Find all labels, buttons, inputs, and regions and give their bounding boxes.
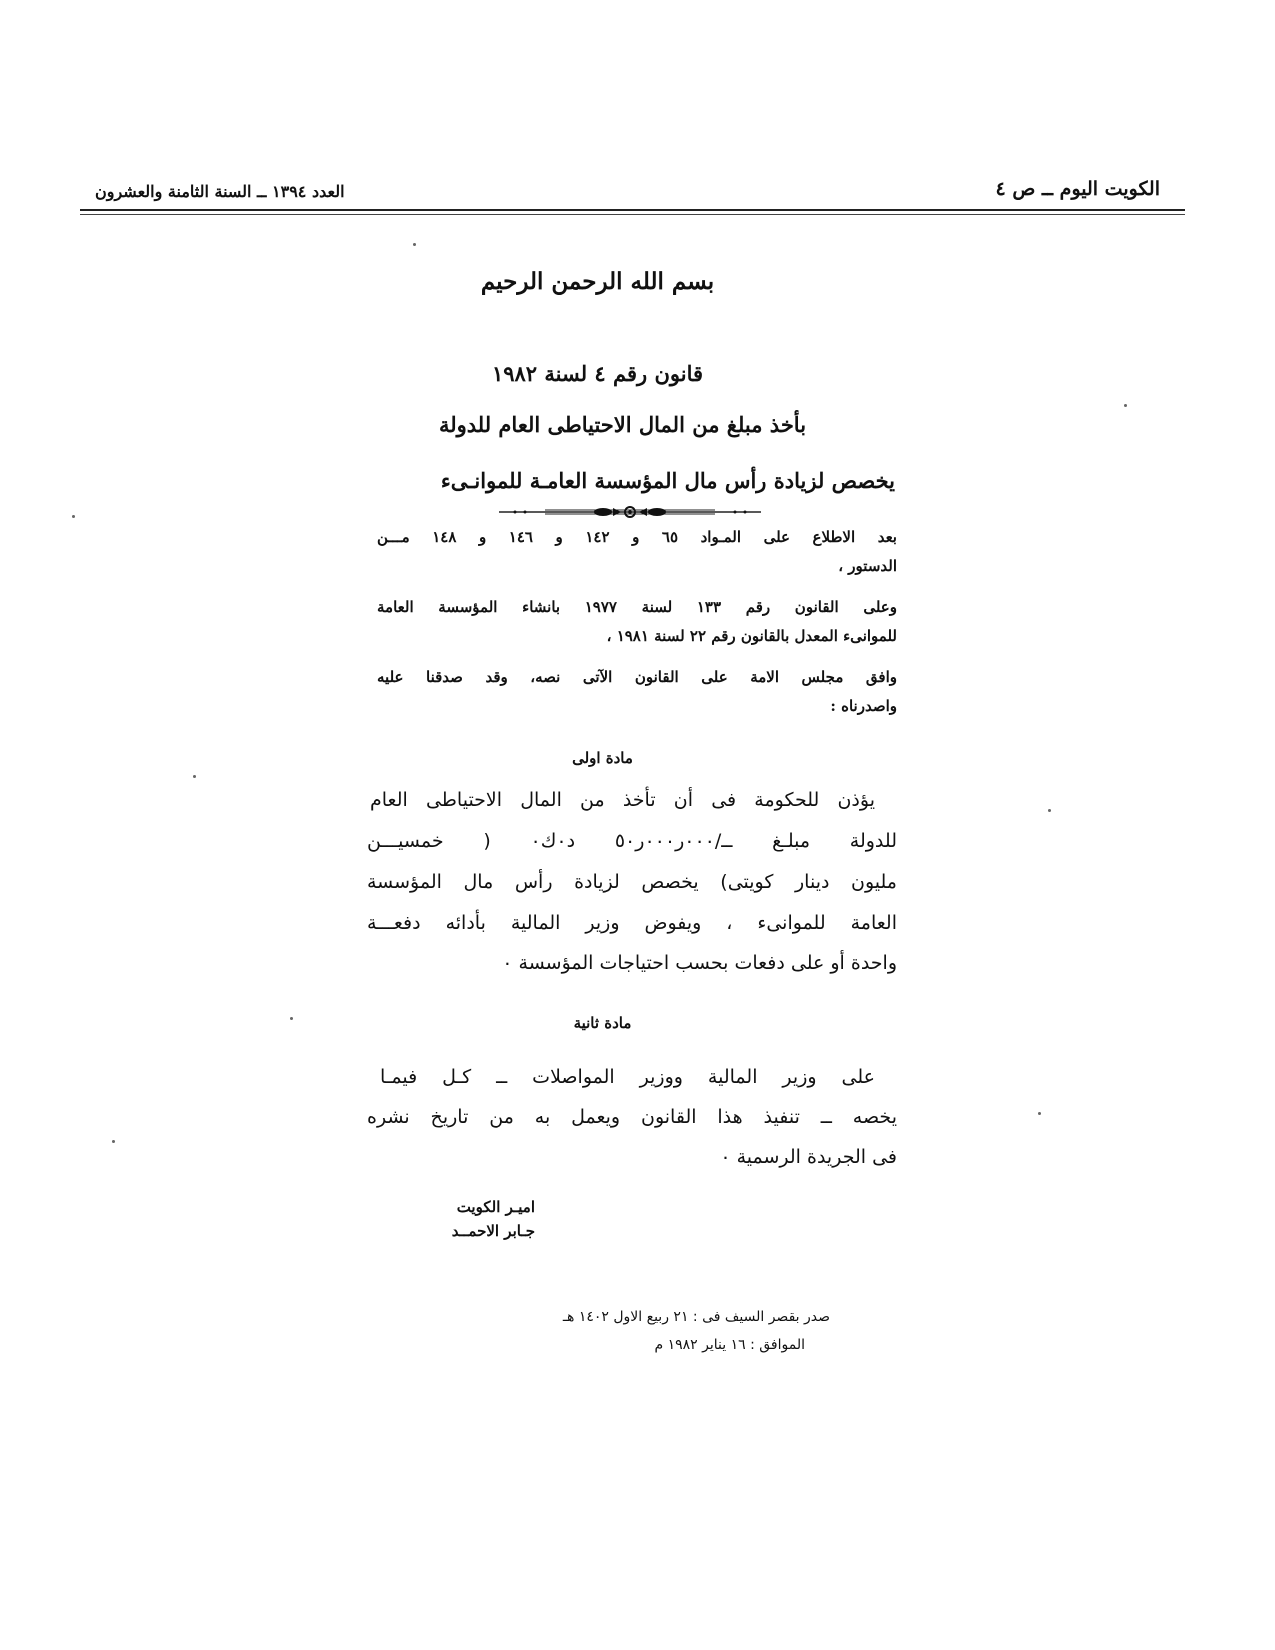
- article-2-line: فى الجريدة الرسمية ٠: [720, 1146, 897, 1168]
- signature-name: جـابر الاحمــد: [451, 1222, 535, 1240]
- preamble-1-line-1: بعد الاطلاع على المـواد ٦٥ و ١٤٢ و ١٤٦ و ١٤٨ مـــن: [377, 528, 897, 546]
- article-1-line: واحدة أو على دفعات بحسب احتياجات المؤسسة ٠: [502, 952, 897, 974]
- header-publication-page: الكويت اليوم ــ ص ٤: [995, 178, 1160, 200]
- article-1-line: للدولة مبلـغ ــ/٠٠٠ر٠٠٠ر٥٠ د٠ك٠ ( خمسيـــن: [367, 830, 897, 852]
- preamble-3-line-2: واصدرناه :: [830, 697, 897, 715]
- scan-speck: [413, 243, 416, 246]
- header-issue-year: العدد ١٣٩٤ ــ السنة الثامنة والعشرون: [95, 182, 345, 201]
- article-2-line: على وزير المالية ووزير المواصلات ــ كـل فيمـا: [380, 1066, 875, 1088]
- issued-place-date: صدر بقصر السيف فى : ٢١ ربيع الاول ١٤٠٢ هـ: [562, 1309, 830, 1325]
- law-subject-line-2: يخصص لزيادة رأس مال المؤسسة العامـة للموانـىء: [440, 468, 895, 493]
- preamble-2-line-2: للموانىء المعدل بالقانون رقم ٢٢ لسنة ١٩٨١ ،: [606, 627, 897, 645]
- preamble-2-line-1: وعلى القانون رقم ١٣٣ لسنة ١٩٧٧ بانشاء المؤسسة العامة: [377, 598, 897, 616]
- scan-speck: [1038, 1112, 1041, 1115]
- header-rule-thick: [80, 209, 1185, 211]
- header-rule-thin: [80, 214, 1185, 215]
- issued-gregorian-date: الموافق : ١٦ يناير ١٩٨٢ م: [654, 1337, 805, 1353]
- article-2-line: يخصه ــ تنفيذ هذا القانون ويعمل به من تاريخ نشره: [367, 1106, 897, 1128]
- preamble-1-line-2: الدستور ،: [838, 557, 897, 575]
- scan-speck: [72, 515, 75, 518]
- law-subject-line-1: بأخذ مبلغ من المال الاحتياطى العام للدولة: [438, 412, 807, 437]
- scan-speck: [112, 1140, 115, 1143]
- law-title: قانون رقم ٤ لسنة ١٩٨٢: [491, 361, 704, 386]
- scan-speck: [1048, 809, 1051, 812]
- ornamental-divider: [495, 505, 765, 519]
- signature-title: اميـر الكويت: [456, 1198, 535, 1216]
- basmala-heading: بسم الله الرحمن الرحيم: [480, 268, 715, 295]
- preamble-3-line-1: وافق مجلس الامة على القانون الآتى نصه، وقد صدقنا عليه: [377, 668, 897, 686]
- scan-speck: [290, 1017, 293, 1020]
- article-2-heading: مادة ثانية: [573, 1014, 632, 1032]
- article-1-heading: مادة اولى: [572, 749, 633, 767]
- article-1-line: العامة للموانىء ، ويفوض وزير المالية بأدائه دفعـــة: [367, 912, 897, 934]
- article-1-line: يؤذن للحكومة فى أن تأخذ من المال الاحتياطى العام: [370, 789, 875, 811]
- scan-speck: [1124, 404, 1127, 407]
- article-1-line: مليون دينار كويتى) يخصص لزيادة رأس مال المؤسسة: [367, 871, 897, 893]
- scan-speck: [193, 775, 196, 778]
